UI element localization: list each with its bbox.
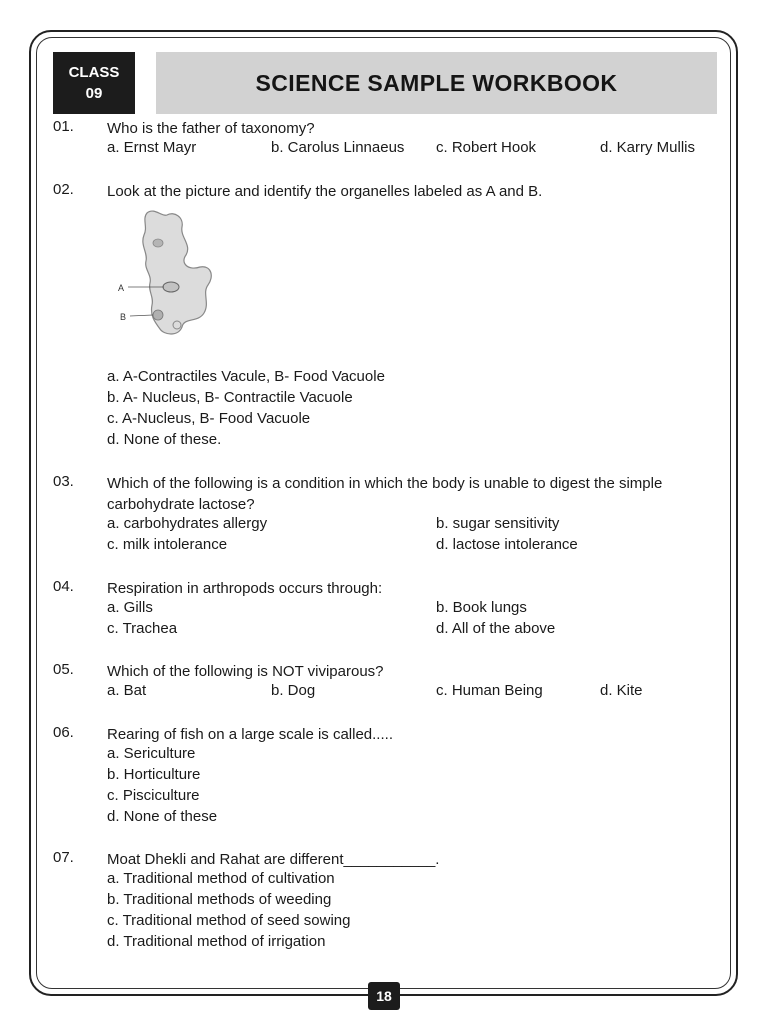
nucleus-a	[163, 282, 179, 292]
option: b. sugar sensitivity	[436, 515, 560, 532]
class-badge	[53, 52, 135, 114]
option: d. Traditional method of irrigation	[107, 933, 326, 950]
option: a. Bat	[107, 682, 147, 699]
question-number: 06.	[53, 724, 74, 741]
option: b. Dog	[271, 682, 316, 699]
label-line-b	[130, 315, 153, 316]
option: b. Book lungs	[436, 599, 527, 616]
question-number: 07.	[53, 849, 74, 866]
organelle	[153, 239, 163, 247]
page-title: SCIENCE SAMPLE WORKBOOK	[255, 69, 618, 96]
option: a. Ernst Mayr	[107, 139, 197, 156]
option: a. Gills	[107, 599, 153, 616]
option: d. lactose intolerance	[436, 536, 578, 553]
option: d. None of these	[107, 808, 218, 825]
option: b. Traditional methods of weeding	[107, 891, 332, 908]
label-a: A	[118, 283, 125, 293]
question-text: Which of the following is a condition in which the body is unable to digest the simple carbohydrate lactose?	[107, 475, 663, 513]
question-text: Which of the following is NOT viviparous?	[107, 663, 384, 680]
amoeba-diagram	[112, 205, 222, 340]
option: c. A-Nucleus, B- Food Vacuole	[107, 410, 311, 427]
class-number: 09	[85, 85, 103, 102]
option: d. Karry Mullis	[600, 139, 696, 156]
question-number: 04.	[53, 578, 74, 595]
question-text: Look at the picture and identify the organelles labeled as A and B.	[107, 183, 543, 200]
option: a. Traditional method of cultivation	[107, 870, 335, 887]
option: c. Robert Hook	[436, 139, 537, 156]
option: c. Human Being	[436, 682, 543, 699]
option: d. Kite	[600, 682, 643, 699]
option: c. Traditional method of seed sowing	[107, 912, 351, 929]
option: c. Pisciculture	[107, 787, 200, 804]
question-text: Respiration in arthropods occurs through:	[107, 580, 383, 597]
option: b. A- Nucleus, B- Contractile Vacuole	[107, 389, 353, 406]
option: a. Sericulture	[107, 745, 196, 762]
option: b. Horticulture	[107, 766, 201, 783]
class-label: CLASS	[68, 64, 120, 81]
option: a. A-Contractiles Vacule, B- Food Vacuole	[107, 368, 385, 385]
option: d. All of the above	[436, 620, 556, 637]
option: b. Carolus Linnaeus	[271, 139, 405, 156]
vacuole-b	[153, 310, 163, 320]
option: c. Trachea	[107, 620, 178, 637]
question-text: Who is the father of taxonomy?	[107, 120, 315, 137]
question-number: 03.	[53, 473, 74, 490]
question-text: Rearing of fish on a large scale is called.....	[107, 726, 393, 743]
option: c. milk intolerance	[107, 536, 228, 553]
question-number: 02.	[53, 181, 74, 198]
question-number: 01.	[53, 118, 74, 135]
question-text: Moat Dhekli and Rahat are different___________.	[107, 851, 440, 868]
title-bar	[156, 52, 717, 114]
option: a. carbohydrates allergy	[107, 515, 268, 532]
page-number: 18	[368, 982, 400, 1010]
option: d. None of these.	[107, 431, 222, 448]
label-b: B	[120, 312, 127, 322]
question-number: 05.	[53, 661, 74, 678]
